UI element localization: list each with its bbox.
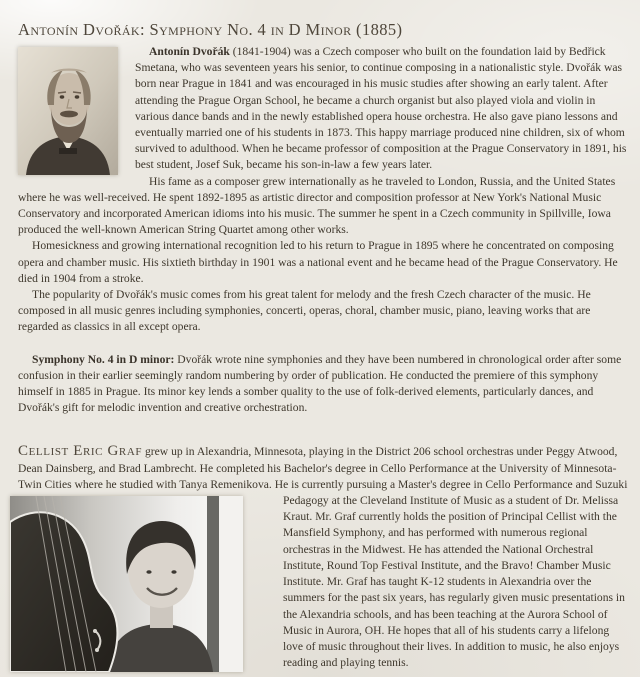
dvorak-section [18, 44, 630, 416]
graf-bio-text-a: grew up in Alexandria, Minnesota, playing in the District 206 school orchestras under Peggy Atwood, Dean Dainsberg, and Brad Lambrecht. He completed his Bachelor's degree in Cello Performance at the University of Minnesota-Twin Cities where he studied with Tanya Remenikova. He is currently pursuing a Master's degree in Cello Performance and Suzuki [18, 445, 628, 491]
dvorak-portrait-photo [18, 47, 118, 175]
eric-graf-photo [10, 496, 243, 672]
dvorak-paragraph-3: Homesickness and growing international recognition led to his return to Prague in 1895 where he concentrated on composing opera and chamber music. His sixtieth birthday in 1901 was a national event and he became head of the Prague Conservatory. He died in 1904 from a stroke. [18, 239, 618, 285]
symphony-note-text: Dvořák wrote nine symphonies and they have been numbered in chronological order after some confusion in their earlier seemingly random numbering by order of publication. He conducted the premiere of this symphony himself in 1885 in Prague. Its minor key lends a somber quality to the use of folk-derived elements, particularly dances, and Dvořák's gift for melodic invention and creative orchestration. [18, 352, 622, 415]
composer-name-bold: Antonín Dvořák [149, 45, 230, 58]
dvorak-paragraph-2: His fame as a composer grew internationally as he traveled to London, Russia, and the United States where he was well-received. He spent 1892-1895 as artistic director and composition professor at New York's National Music Conservatory and incorporated American idioms into his music. The summer he spent in a Czech community in Spillville, Iowa produced the well-known American String Quartet among other works. [18, 174, 616, 237]
dvorak-portrait-illustration [18, 47, 118, 175]
symphony-subheading: Symphony No. 4 in D minor: [32, 352, 175, 366]
program-title: Antonín Dvořák: Symphony No. 4 in D Minor (1885) [18, 20, 403, 39]
cellist-name-lead: Cellist Eric Graf [18, 443, 143, 460]
graf-bio-text-b: Pedagogy at the Cleveland Institute of Music as a student of Dr. Melissa Kraut. Mr. Graf currently holds the position of Principal Cellist with the Mansfield Symphony, and has performed with numerous regional orchestras in the Midwest. He has attended the National Orchestral Institute, Round Top Festival Institute, and the Bravo! Chamber Music Institute. Mr. Graf has taught K-12 students in Alexandria over the summers for the past six years, has regularly given music presentations in the Alexandria schools, and has been teaching at the Aurora School of Music in Aurora, OH. He hopes that all of his students carry a lifelong love of music throughout their lives. In addition to music, he also enjoys reading and playing tennis. [283, 494, 625, 670]
dvorak-paragraph-4: The popularity of Dvořák's music comes from his great talent for melody and the fresh Czech character of the music. He composed in all music genres including symphonies, concerti, operas, choral, chamber music, piano, leaving works that are regarded as classics in all except opera. [18, 288, 591, 334]
eric-graf-cello-illustration [10, 496, 243, 672]
symphony-note-paragraph [18, 352, 630, 417]
dvorak-paragraph-1-text: (1841-1904) was a Czech composer who built on the foundation laid by Bedřick Smetana, who was seventeen years his senior, to continue composing in a nationalistic style. Dvořák was born near Prague in 1841 and was encouraged in his music studies after showing an early talent. After attending the Prague Organ School, he became a church organist but also played viola and violin in various dance bands and in the newly established opera house orchestra. He also gave piano lessons and eventually married one of his students in 1873. This happy marriage produced nine children, six of whom survived to adulthood. When he became professor of composition at the Prague Conservatory in 1891, his best student, Josef Suk, became his son-in-law a few years later. [135, 45, 627, 172]
graf-bio-paragraph [18, 443, 630, 671]
